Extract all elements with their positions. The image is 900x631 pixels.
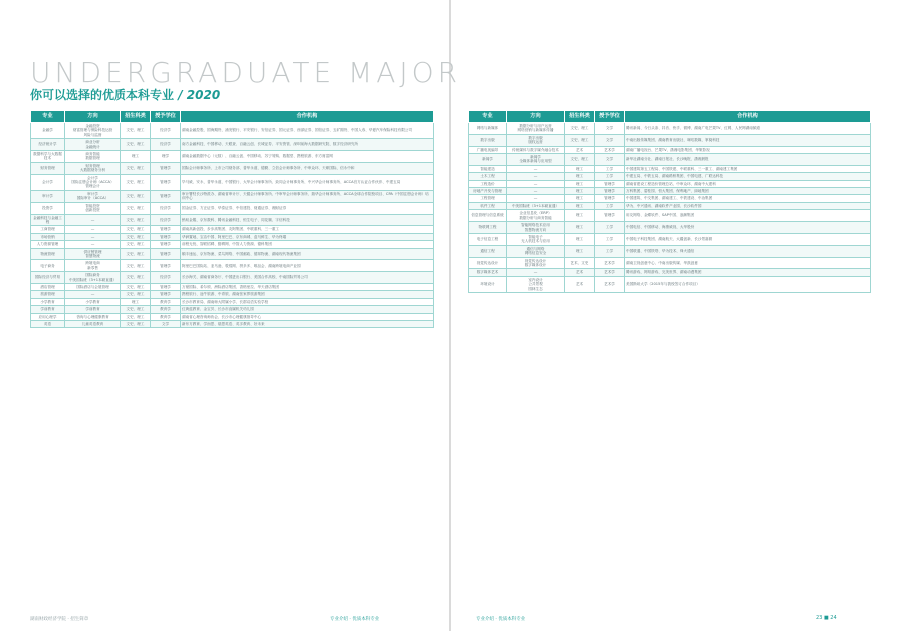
category-cell: 文史、理工 bbox=[121, 291, 151, 298]
degree-cell: 文学 bbox=[151, 321, 181, 328]
category-cell: 理工 bbox=[565, 222, 595, 234]
degree-cell: 管理学 bbox=[151, 241, 181, 248]
direction-cell: 新闻学 全媒体新闻与应用型 bbox=[507, 154, 565, 166]
major-cell: 网络与新媒体 bbox=[469, 123, 507, 135]
table-header-row bbox=[469, 111, 871, 123]
major-cell: 审计学 bbox=[31, 190, 65, 202]
table-row bbox=[31, 260, 434, 272]
direction-cell: 商务智能 数据管理 bbox=[65, 151, 121, 163]
category-cell: 理工 bbox=[565, 195, 595, 202]
category-cell: 文史、理工 bbox=[121, 313, 151, 320]
category-cell: 理工 bbox=[121, 151, 151, 163]
direction-cell: 供应链管理 智慧物流 bbox=[65, 248, 121, 260]
degree-cell: 艺术学 bbox=[595, 257, 625, 269]
degree-cell: 管理学 bbox=[151, 283, 181, 290]
majors-table-left bbox=[30, 110, 434, 328]
direction-cell: 会计学 国际注册会计师（ACCA） 管理会计 bbox=[65, 174, 121, 190]
table-row bbox=[31, 313, 434, 320]
direction-cell: 数据分析与用户运营 网络营销与新媒体传播 bbox=[507, 123, 565, 135]
major-cell: 旅游管理 bbox=[31, 291, 65, 298]
category-cell: 文史、理工 bbox=[121, 321, 151, 328]
partners-cell: 阿里巴巴国际站、亚马逊、敦煌网、拼多多、唯品会、湖南跨境电商产业园 bbox=[181, 260, 434, 272]
category-cell: 文史、理工 bbox=[565, 123, 595, 135]
category-cell: 理工 bbox=[565, 165, 595, 172]
direction-cell: — bbox=[507, 165, 565, 172]
category-cell: 理工 bbox=[565, 202, 595, 209]
partners-cell: 长沙海关、湖南省商务厅、中国进出口银行、美国合作高校、中南国际贸易公司 bbox=[181, 272, 434, 284]
footer-section-right: 专业介绍 · 优质本科专业 bbox=[476, 617, 526, 622]
category-cell: 理工 bbox=[565, 245, 595, 257]
major-cell: 数据科学与大数据技术 bbox=[31, 151, 65, 163]
degree-cell: 经济学 bbox=[151, 214, 181, 226]
degree-cell: 管理学 bbox=[151, 291, 181, 298]
partners-cell: 华为、中兴通讯、湖南软件产业园、长沙软件园 bbox=[625, 202, 871, 209]
major-cell: 学前教育 bbox=[31, 306, 65, 313]
degree-cell: 管理学 bbox=[151, 248, 181, 260]
column-header-partners: 合作机构 bbox=[181, 111, 434, 123]
page-number: 23 ■ 24 bbox=[816, 615, 837, 621]
direction-cell: 跨境电商 新零售 bbox=[65, 260, 121, 272]
column-header-degree: 授予学位 bbox=[151, 111, 181, 123]
category-cell: 文史、理工 bbox=[565, 154, 595, 166]
major-cell: 广播电视编导 bbox=[469, 146, 507, 153]
table-row bbox=[31, 291, 434, 298]
partners-cell: 蚂蚁金服、京东数科、腾讯金融科技、恒生电子、同花顺、宇信科技 bbox=[181, 214, 434, 226]
table-row bbox=[31, 162, 434, 174]
table-row bbox=[469, 165, 871, 172]
direction-cell: 智能电子 无人机技术与应用 bbox=[507, 233, 565, 245]
direction-cell: 国际酒店与会展管理 bbox=[65, 283, 121, 290]
partners-cell: 湖南省建设工程造价管理总站、中审众环、湖南中大建科 bbox=[625, 180, 871, 187]
degree-cell: 管理学 bbox=[595, 188, 625, 195]
direction-cell: 室内设计 公共景观 园林生态 bbox=[507, 276, 565, 292]
degree-cell: 经济学 bbox=[151, 139, 181, 151]
footer-school: 湖南财政经济学院 · 招生简章 bbox=[30, 617, 89, 622]
table-row bbox=[469, 154, 871, 166]
partners-cell: 前程无忧、智联招聘、猎聘网、中智人力资源、德科集团 bbox=[181, 241, 434, 248]
category-cell: 文史、理工 bbox=[121, 174, 151, 190]
table-header-row bbox=[31, 111, 434, 123]
direction-cell: 中美国际班（3+1本硕直通） bbox=[507, 202, 565, 209]
major-cell: 数字媒体艺术 bbox=[469, 269, 507, 276]
category-cell: 文史、理工 bbox=[121, 123, 151, 139]
table-row bbox=[31, 139, 434, 151]
partners-cell: 腾讯新闻、今日头条、抖音、快手、微博、湖南广电芒果TV、红网、人民网湖南频道 bbox=[625, 123, 871, 135]
category-cell: 文史、理工 bbox=[121, 162, 151, 174]
major-cell: 工程管理 bbox=[469, 195, 507, 202]
major-cell: 视觉传达设计 bbox=[469, 257, 507, 269]
degree-cell: 艺术学 bbox=[595, 269, 625, 276]
partners-cell: 中国联通、中国铁塔、华为技术、烽火通信 bbox=[625, 245, 871, 257]
direction-cell: 审计学 国际审计（ACCA） bbox=[65, 190, 121, 202]
partners-cell: 湖南高新创投、步步高集团、友阿集团、中联重科、三一重工 bbox=[181, 226, 434, 233]
major-cell: 小学教育 bbox=[31, 298, 65, 305]
direction-cell: 智能网络技术应用 智慧物流方向 bbox=[507, 222, 565, 234]
column-header-major: 专业 bbox=[469, 111, 507, 123]
column-header-direction: 方向 bbox=[507, 111, 565, 123]
major-cell: 软件工程 bbox=[469, 202, 507, 209]
column-header-partners: 合作机构 bbox=[625, 111, 871, 123]
partners-cell: 红黄蓝教育、金宝贝、长沙市直属机关幼儿园 bbox=[181, 306, 434, 313]
degree-cell: 工学 bbox=[595, 233, 625, 245]
degree-cell: 经济学 bbox=[151, 123, 181, 139]
partners-cell: 美国斯坦大学（2015年与我校签订合作项目） bbox=[625, 276, 871, 292]
category-cell: 艺术 bbox=[565, 276, 595, 292]
major-cell: 物流管理 bbox=[31, 248, 65, 260]
partners-cell: 长沙市教育局、湖南师大附属小学、长郡双语实验学校 bbox=[181, 298, 434, 305]
category-cell: 艺术 bbox=[565, 146, 595, 153]
major-cell: 金融科技与金融工程 bbox=[31, 214, 65, 226]
major-cell: 市场营销 bbox=[31, 233, 65, 240]
column-header-degree: 授予学位 bbox=[595, 111, 625, 123]
table-row bbox=[469, 269, 871, 276]
category-cell: 文史、理工 bbox=[121, 233, 151, 240]
direction-cell: — bbox=[65, 233, 121, 240]
direction-cell: — bbox=[65, 241, 121, 248]
category-cell: 文史、理工 bbox=[121, 139, 151, 151]
degree-cell: 工学 bbox=[595, 173, 625, 180]
direction-cell: 通信与网络 网络信息安全 bbox=[507, 245, 565, 257]
major-cell: 房地产开发与管理 bbox=[469, 188, 507, 195]
partners-cell: 国际会计师事务所、上市公司财务部、普华永道、德勤、立信会计师事务所、中审众环、天职国际、信永中和 bbox=[181, 162, 434, 174]
table-body-right bbox=[469, 123, 871, 293]
direction-cell: 小学教育 bbox=[65, 298, 121, 305]
table-row bbox=[31, 298, 434, 305]
table-row bbox=[31, 306, 434, 313]
direction-cell: — bbox=[507, 195, 565, 202]
major-cell: 应用心理学 bbox=[31, 313, 65, 320]
table-row bbox=[469, 146, 871, 153]
degree-cell: 工学 bbox=[595, 202, 625, 209]
direction-cell: — bbox=[65, 291, 121, 298]
major-cell: 金融学 bbox=[31, 123, 65, 139]
column-header-direction: 方向 bbox=[65, 111, 121, 123]
title-year: / 2020 bbox=[178, 88, 221, 102]
direction-cell: — bbox=[65, 214, 121, 226]
direction-cell: — bbox=[507, 180, 565, 187]
direction-cell: 视觉传达设计 数字媒体设计 bbox=[507, 257, 565, 269]
footer-section-left: 专业介绍 · 优质本科专业 bbox=[330, 617, 380, 622]
direction-cell: 传统媒体与数字媒介融合技术 bbox=[507, 146, 565, 153]
major-cell: 投资学 bbox=[31, 202, 65, 214]
partners-cell: 中南出版传媒集团、湖南教育出版社、咪咕数媒、掌阅科技 bbox=[625, 134, 871, 146]
category-cell: 文史、理工 bbox=[121, 260, 151, 272]
category-cell: 文史、理工 bbox=[121, 283, 151, 290]
table-row bbox=[469, 245, 871, 257]
degree-cell: 文学 bbox=[595, 123, 625, 135]
degree-cell: 工学 bbox=[595, 165, 625, 172]
table-row bbox=[469, 233, 871, 245]
partners-cell: 湖南金融数据中心（元数）、百融云创、中国移动、苏宁易购、数据堂、携程旅游、东方财富网 bbox=[181, 151, 434, 163]
direction-cell: 国际商务 中美国际班（3+1本硕直通） bbox=[65, 272, 121, 284]
major-cell: 电子商务 bbox=[31, 260, 65, 272]
degree-cell: 管理学 bbox=[151, 260, 181, 272]
major-cell: 物联网工程 bbox=[469, 222, 507, 234]
table-row bbox=[469, 276, 871, 292]
partners-cell: 新华社湖南分社、湖南日报社、长沙晚报、潇湘晨报 bbox=[625, 154, 871, 166]
major-cell: 土木工程 bbox=[469, 173, 507, 180]
direction-cell: 企业信息化（ERP） 数据分析与商务智能 bbox=[507, 210, 565, 222]
table-row bbox=[31, 321, 434, 328]
degree-cell: 管理学 bbox=[151, 233, 181, 240]
category-cell: 理工 bbox=[565, 233, 595, 245]
table-row bbox=[31, 174, 434, 190]
table-row bbox=[469, 195, 871, 202]
major-cell: 会计学 bbox=[31, 174, 65, 190]
degree-cell: 管理学 bbox=[595, 195, 625, 202]
degree-cell: 艺术学 bbox=[595, 146, 625, 153]
major-cell: 工程造价 bbox=[469, 180, 507, 187]
partners-cell: 国金证券、方正证券、华泰证券、中信建投、财通证券、湘财证券 bbox=[181, 202, 434, 214]
degree-cell: 教育学 bbox=[151, 313, 181, 320]
table-row bbox=[469, 188, 871, 195]
title-cn-emphasis: 本科专业 bbox=[126, 88, 175, 102]
degree-cell: 理学 bbox=[151, 151, 181, 163]
partners-cell: 万豪国际、希尔顿、洲际酒店集团、香格里拉、华天酒店集团 bbox=[181, 283, 434, 290]
column-header-category: 招生科类 bbox=[121, 111, 151, 123]
degree-cell: 教育学 bbox=[151, 306, 181, 313]
partners-cell: 新东方教育、学而思、瑞思英语、英孚教育、好未来 bbox=[181, 321, 434, 328]
major-cell: 财务管理 bbox=[31, 162, 65, 174]
category-cell: 文史、理工 bbox=[121, 226, 151, 233]
degree-cell: 管理学 bbox=[595, 210, 625, 222]
major-cell: 通信工程 bbox=[469, 245, 507, 257]
category-cell: 理工 bbox=[121, 298, 151, 305]
category-cell: 理工 bbox=[565, 173, 595, 180]
direction-cell: 儿童英语教育 bbox=[65, 321, 121, 328]
table-row bbox=[31, 151, 434, 163]
major-cell: 数字出版 bbox=[469, 134, 507, 146]
category-cell: 文史、理工 bbox=[121, 248, 151, 260]
partners-cell: 中建五局、中铁五局、湖南路桥集团、中国电建、广联达科技 bbox=[625, 173, 871, 180]
major-cell: 工商管理 bbox=[31, 226, 65, 233]
major-cell: 智能建造 bbox=[469, 165, 507, 172]
direction-cell: — bbox=[65, 226, 121, 233]
category-cell: 艺术 bbox=[565, 269, 595, 276]
direction-cell: 商业分析 金融统计 bbox=[65, 139, 121, 151]
category-cell: 文史、理工 bbox=[121, 241, 151, 248]
partners-cell: 湖南广播电视台、芒果TV、潇湘电影集团、华策影视 bbox=[625, 146, 871, 153]
major-cell: 电子信息工程 bbox=[469, 233, 507, 245]
degree-cell: 工学 bbox=[595, 222, 625, 234]
table-row bbox=[469, 222, 871, 234]
degree-cell: 工学 bbox=[595, 245, 625, 257]
partners-cell: 中国建筑、中交集团、湖南建工、中铁建设、中冶集团 bbox=[625, 195, 871, 202]
table-row bbox=[469, 134, 871, 146]
column-header-category: 招生科类 bbox=[565, 111, 595, 123]
direction-cell: 金融投资 财富管理与保险科技运营 风险与监督 bbox=[65, 123, 121, 139]
page-fold bbox=[449, 0, 451, 631]
table-row bbox=[31, 272, 434, 284]
major-cell: 国际经济与贸易 bbox=[31, 272, 65, 284]
category-cell: 文史、理工 bbox=[121, 272, 151, 284]
major-cell: 新闻学 bbox=[469, 154, 507, 166]
direction-cell: 学前教育 bbox=[65, 306, 121, 313]
direction-cell: 智能投资 创新投资 bbox=[65, 202, 121, 214]
major-cell: 人力资源管理 bbox=[31, 241, 65, 248]
category-cell: 艺术、文史 bbox=[565, 257, 595, 269]
partners-cell: 湖南金融控股、国海期货、浦发银行、平安银行、安信证券、国元证券、西部证券、国信证券、五矿期货、中国人寿、华夏汽车保险科技有限公司 bbox=[181, 123, 434, 139]
table-row bbox=[31, 190, 434, 202]
partners-cell: 南方金融科技、中国移动、天眼查、百融云创、长城证券、平安资管、深圳前海大数据研究院、数字经济研究所 bbox=[181, 139, 434, 151]
table-row bbox=[31, 226, 434, 233]
table-body-left bbox=[31, 123, 434, 328]
partners-cell: 审计署驻长沙特派办、湖南省审计厅、天健会计师事务所、中审华会计师事务所、瑞华会计师事务所、ACCA全球合作院校项目、CPA（中国注册会计师）培训中心 bbox=[181, 190, 434, 202]
title-cn-prefix: 你可以选择的优质 bbox=[30, 88, 127, 102]
table-row bbox=[31, 202, 434, 214]
table-row bbox=[469, 123, 871, 135]
major-cell: 信息管理与信息系统 bbox=[469, 210, 507, 222]
partners-cell: 湖南省心理咨询师协会、长沙市心理健康指导中心 bbox=[181, 313, 434, 320]
direction-cell: 财务管理 大数据财务分析 bbox=[65, 162, 121, 174]
direction-cell: — bbox=[507, 188, 565, 195]
table-row bbox=[469, 257, 871, 269]
category-cell: 文史、理工 bbox=[121, 202, 151, 214]
table-row bbox=[31, 214, 434, 226]
table-row bbox=[469, 202, 871, 209]
partners-cell: 中国建筑第五工程局、中国铁建、中联重科、三一重工、湖南建工集团 bbox=[625, 165, 871, 172]
direction-cell: — bbox=[507, 269, 565, 276]
major-cell: 经济统计学 bbox=[31, 139, 65, 151]
table-row bbox=[31, 233, 434, 240]
table-row bbox=[31, 123, 434, 139]
table-row bbox=[469, 210, 871, 222]
majors-table-right bbox=[468, 110, 871, 293]
title-english: UNDERGRADUATE MAJOR bbox=[30, 56, 462, 89]
degree-cell: 管理学 bbox=[151, 174, 181, 190]
table-row bbox=[469, 180, 871, 187]
degree-cell: 管理学 bbox=[151, 226, 181, 233]
table-row bbox=[31, 283, 434, 290]
major-cell: 英语 bbox=[31, 321, 65, 328]
partners-cell: 腾讯游戏、网易游戏、完美世界、湖南动漫集团 bbox=[625, 269, 871, 276]
direction-cell: — bbox=[507, 173, 565, 180]
table-row bbox=[31, 241, 434, 248]
partners-cell: 用友网络、金蝶软件、SAP中国、浪潮集团 bbox=[625, 210, 871, 222]
partners-cell: 毕马威、安永、普华永道、中国银行、大华会计师事务所、致同会计师事务所、中兴华会计师事务所、ACCA官方认证合作伙伴、中建五局 bbox=[181, 174, 434, 190]
partners-cell: 湖南卫视创意中心、中南出版传媒、华凯创意 bbox=[625, 257, 871, 269]
category-cell: 理工 bbox=[565, 210, 595, 222]
major-cell: 酒店管理 bbox=[31, 283, 65, 290]
category-cell: 文史、理工 bbox=[565, 134, 595, 146]
direction-cell: 数字出版 版权运营 bbox=[507, 134, 565, 146]
degree-cell: 管理学 bbox=[595, 180, 625, 187]
table-row bbox=[469, 173, 871, 180]
category-cell: 文史、理工 bbox=[121, 190, 151, 202]
title-chinese bbox=[30, 86, 220, 103]
degree-cell: 经济学 bbox=[151, 272, 181, 284]
category-cell: 文史、理工 bbox=[121, 214, 151, 226]
degree-cell: 艺术学 bbox=[595, 276, 625, 292]
partners-cell: 中国电信、中国移动、海康威视、大华股份 bbox=[625, 222, 871, 234]
category-cell: 理工 bbox=[565, 188, 595, 195]
partners-cell: 顺丰速运、京东物流、菜鸟网络、中国邮政、德邦物流、湖南现代物流集团 bbox=[181, 248, 434, 260]
partners-cell: 万科集团、碧桂园、恒大集团、保利地产、绿地集团 bbox=[625, 188, 871, 195]
degree-cell: 管理学 bbox=[151, 162, 181, 174]
major-cell: 环境设计 bbox=[469, 276, 507, 292]
degree-cell: 教育学 bbox=[151, 298, 181, 305]
table-row bbox=[31, 248, 434, 260]
column-header-major: 专业 bbox=[31, 111, 65, 123]
category-cell: 文史、理工 bbox=[121, 306, 151, 313]
partners-cell: 华润置地、宝洁中国、阿里巴巴、京东商城、盒马鲜生、华为终端 bbox=[181, 233, 434, 240]
degree-cell: 经济学 bbox=[151, 202, 181, 214]
partners-cell: 携程旅行、途牛旅游、中青旅、湖南张家界旅游集团 bbox=[181, 291, 434, 298]
degree-cell: 管理学 bbox=[151, 190, 181, 202]
degree-cell: 文学 bbox=[595, 134, 625, 146]
partners-cell: 中国电子科技集团、湖南航天、大疆创新、长沙景嘉微 bbox=[625, 233, 871, 245]
direction-cell: 咨询与心理健康教育 bbox=[65, 313, 121, 320]
category-cell: 理工 bbox=[565, 180, 595, 187]
degree-cell: 文学 bbox=[595, 154, 625, 166]
